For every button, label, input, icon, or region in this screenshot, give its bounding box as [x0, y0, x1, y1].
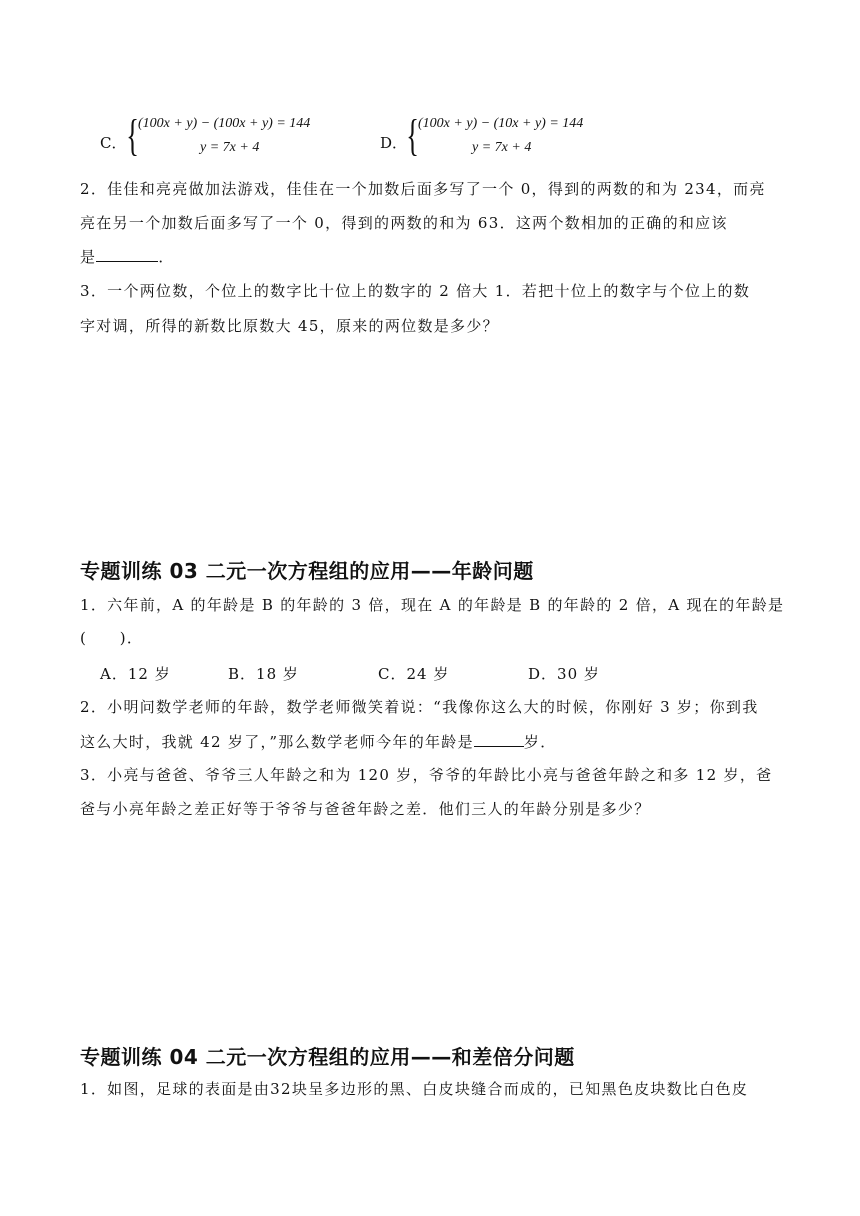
option-d-equation-1: (100x + y) − (10x + y) = 144 [418, 116, 584, 131]
brace-icon: { [126, 111, 139, 160]
answer-blank[interactable] [474, 731, 524, 747]
option-c-equation-2: y = 7x + 4 [200, 140, 260, 155]
section-04-title: 专题训练 04 二元一次方程组的应用——和差倍分问题 [80, 1045, 575, 1069]
option-d-equation-2: y = 7x + 4 [472, 140, 532, 155]
brace-icon: { [406, 111, 419, 160]
s3-question-2-line-1: 2．小明问数学老师的年龄，数学老师微笑着说：“我像你这么大的时候，你刚好 3 岁；你到我 [80, 698, 759, 716]
s3-question-3-line-2: 爸与小亮年龄之差正好等于爷爷与爸爸年龄之差．他们三人的年龄分别是多少？ [80, 800, 651, 818]
s3-question-2-prefix: 这么大时，我就 42 岁了，”那么数学老师今年的年龄是 [80, 733, 474, 751]
question-2-prefix: 是 [80, 248, 97, 266]
option-c-system [100, 112, 360, 162]
option-c-equation-1: (100x + y) − (100x + y) = 144 [138, 116, 311, 131]
option-c-label: C． [100, 134, 127, 152]
choice-a[interactable]: A．12 岁 [100, 665, 171, 683]
answer-blank[interactable] [96, 246, 158, 262]
question-3-line-1: 3．一个两位数，个位上的数字比十位上的数字的 2 倍大 1．若把十位上的数字与个位上的数 [80, 282, 751, 300]
s3-question-2-suffix: 岁． [523, 733, 557, 751]
question-2-line-3 [80, 246, 785, 267]
option-d-label: D． [380, 134, 408, 152]
s3-question-3-line-1: 3．小亮与爸爸、爷爷三人年龄之和为 120 岁，爷爷的年龄比小亮与爸爸年龄之和多 12 岁，爸 [80, 766, 773, 784]
choice-d[interactable]: D．30 岁 [528, 665, 600, 683]
s4-question-1-line-1: 1．如图，足球的表面是由32块呈多边形的黑、白皮块缝合而成的，已知黑色皮块数比白色皮 [80, 1080, 749, 1098]
question-2-line-2: 亮在另一个加数后面多写了一个 0，得到的两数的和为 63．这两个数相加的正确的和应该 [80, 214, 728, 232]
s3-question-2-line-2 [80, 731, 785, 752]
section-03-title: 专题训练 03 二元一次方程组的应用——年龄问题 [80, 559, 534, 583]
s3-question-1-line-2: ( )． [80, 629, 144, 647]
question-3-line-2: 字对调，所得的新数比原数大 45，原来的两位数是多少？ [80, 317, 499, 335]
question-2-line-1: 2．佳佳和亮亮做加法游戏，佳佳在一个加数后面多写了一个 0，得到的两数的和为 234，而亮 [80, 180, 766, 198]
s3-question-1-line-1: 1．六年前，A 的年龄是 B 的年龄的 3 倍，现在 A 的年龄是 B 的年龄的 2 倍，A 现在的年龄是 [80, 596, 785, 614]
option-d-system [380, 112, 640, 162]
choice-b[interactable]: B．18 岁 [228, 665, 299, 683]
choice-c[interactable]: C．24 岁 [378, 665, 450, 683]
question-2-suffix: ． [158, 248, 175, 266]
